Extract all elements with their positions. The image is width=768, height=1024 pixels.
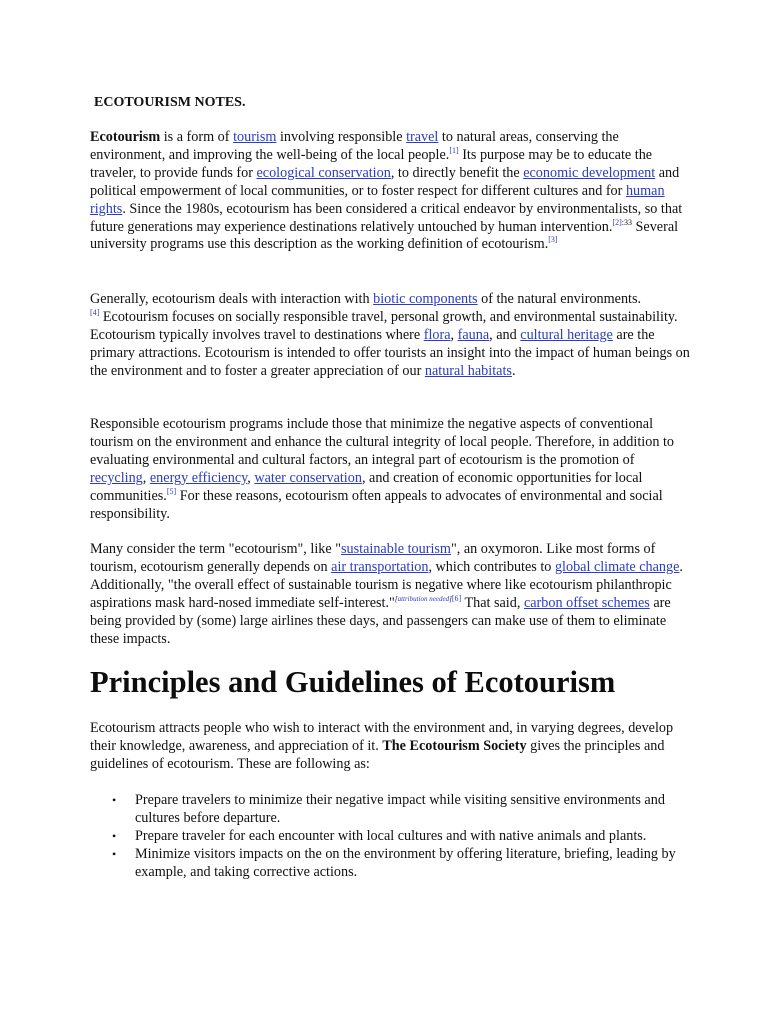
paragraph-responsible [90, 416, 690, 523]
citation-needed [395, 595, 452, 603]
text: , and [489, 326, 521, 343]
ref-4[interactable]: [4] [90, 307, 100, 317]
text: ] [449, 594, 452, 603]
text: , which contributes to [428, 558, 555, 575]
list-item-text: Prepare travelers to minimize their negative impact while visiting sensitive environments and cultures before departure. [135, 792, 665, 826]
paragraph-principles-intro [90, 720, 690, 774]
text: [ [394, 594, 398, 603]
section-heading: Principles and Guidelines of Ecotourism [90, 665, 616, 699]
link-recycling[interactable]: recycling [90, 469, 143, 486]
link-energy-efficiency[interactable]: energy efficiency [149, 469, 248, 486]
link-water-conservation[interactable]: water conservation [254, 469, 362, 486]
text: , and creation of economic opportunities for local communities. [90, 469, 643, 504]
list-item-text: Minimize visitors impacts on the on the environment by offering literature, briefing, leading by example, and taking corrective actions. [135, 845, 676, 880]
text: , [142, 469, 150, 486]
text: . Additionally, "the overall effect of sustainable tourism is negative where like ecotourism philanthropic aspirations mask hard-nosed immediate self-interest." [90, 558, 683, 611]
document-title: ECOTOURISM NOTES. [94, 95, 246, 110]
text: . Since the 1980s, ecotourism has been considered a critical endeavor by environmentalists, so that future generations may experience destinations relatively untouched by human intervention. [90, 200, 683, 235]
text: For these reasons, ecotourism often appeals to advocates of environmental and social responsibility. [90, 487, 663, 522]
paragraph-oxymoron [90, 541, 690, 648]
ecotourism-society: The Ecotourism Society [382, 737, 527, 754]
link-human-rights[interactable]: human rights [90, 182, 665, 217]
link-global-climate-change[interactable]: global climate change [554, 558, 680, 575]
text: . [511, 362, 516, 379]
text: and political empowerment of local communities, or to foster respect for different cultures and for [90, 164, 680, 199]
text: Its purpose may be to educate the traveler, to provide funds for [90, 146, 653, 181]
text: are the primary attractions. Ecotourism is intended to offer tourists an insight into the impact of human beings on the environment and to foster a greater appreciation of our [90, 326, 690, 379]
link-fauna[interactable]: fauna [457, 326, 490, 343]
bullet-icon: • [112, 846, 117, 861]
bullet-icon: • [112, 828, 117, 843]
ref-2-page: :33 [621, 217, 632, 227]
link-biotic-components[interactable]: biotic components [373, 291, 478, 307]
link-economic-development[interactable]: economic development [523, 164, 656, 181]
ref-6[interactable]: [6] [451, 593, 462, 603]
text: Several university programs use this description as the working definition of ecotourism. [90, 218, 679, 253]
link-tourism[interactable]: tourism [233, 129, 277, 145]
text: , [247, 469, 255, 486]
text: Ecotourism focuses on socially responsible travel, personal growth, and environmental sustainability. Ecotourism typically involves travel to destinations where [90, 308, 678, 343]
bullet-icon: • [112, 793, 117, 807]
link-air-transportation[interactable]: air transportation [331, 558, 429, 575]
text: is a form of [160, 129, 234, 145]
link-natural-habitats[interactable]: natural habitats [424, 362, 512, 379]
text: gives the principles and guidelines of ecotourism. These are following as: [90, 737, 665, 772]
ref-1[interactable]: [1] [449, 145, 459, 155]
term-ecotourism: Ecotourism [90, 129, 161, 145]
text: Ecotourism attracts people who wish to interact with the environment and, in varying degrees, develop their knowledge, awareness, and appreciation of it. [90, 720, 674, 754]
link-flora[interactable]: flora [423, 326, 451, 343]
list-item [90, 828, 690, 846]
link-attribution-needed[interactable]: attribution needed [397, 594, 450, 603]
list-item [90, 846, 690, 882]
text: are being provided by (some) large airlines these days, and passengers can make use of them to eliminate these impacts. [90, 594, 671, 647]
text: , [450, 326, 458, 343]
text: Generally, ecotourism deals with interaction with [90, 291, 374, 307]
paragraph-interaction [90, 291, 690, 381]
guidelines-list [90, 792, 690, 882]
text: involving responsible [276, 129, 407, 145]
list-item-text: Prepare traveler for each encounter with local cultures and with native animals and plants. [135, 827, 647, 844]
text: ", an oxymoron. Like most forms of tourism, ecotourism generally depends on [90, 541, 656, 575]
text: Many consider the term "ecotourism", like " [90, 541, 342, 557]
text: of the natural environments. [477, 291, 642, 307]
text: Responsible ecotourism programs include those that minimize the negative aspects of conventional tourism on the environment and enhance the cultural integrity of local people. Therefore, in addition to evaluating environmental and cultural factors, an integral part of ecotourism is the promotion of [90, 416, 675, 468]
ref-2[interactable]: [2] [612, 217, 622, 227]
text: That said, [461, 594, 524, 611]
ref-5[interactable]: [5] [166, 486, 177, 496]
link-travel[interactable]: travel [406, 129, 439, 145]
link-cultural-heritage[interactable]: cultural heritage [520, 326, 613, 343]
text: to natural areas, conserving the environment, and improving the well-being of the local people. [90, 129, 619, 163]
link-carbon-offset-schemes[interactable]: carbon offset schemes [523, 594, 650, 611]
ref-3[interactable]: [3] [548, 235, 558, 245]
link-ecological-conservation[interactable]: ecological conservation [256, 164, 391, 181]
paragraph-definition [90, 129, 690, 254]
list-item [90, 792, 690, 828]
link-sustainable-tourism[interactable]: sustainable tourism [341, 541, 451, 557]
text: , to directly benefit the [390, 164, 524, 181]
